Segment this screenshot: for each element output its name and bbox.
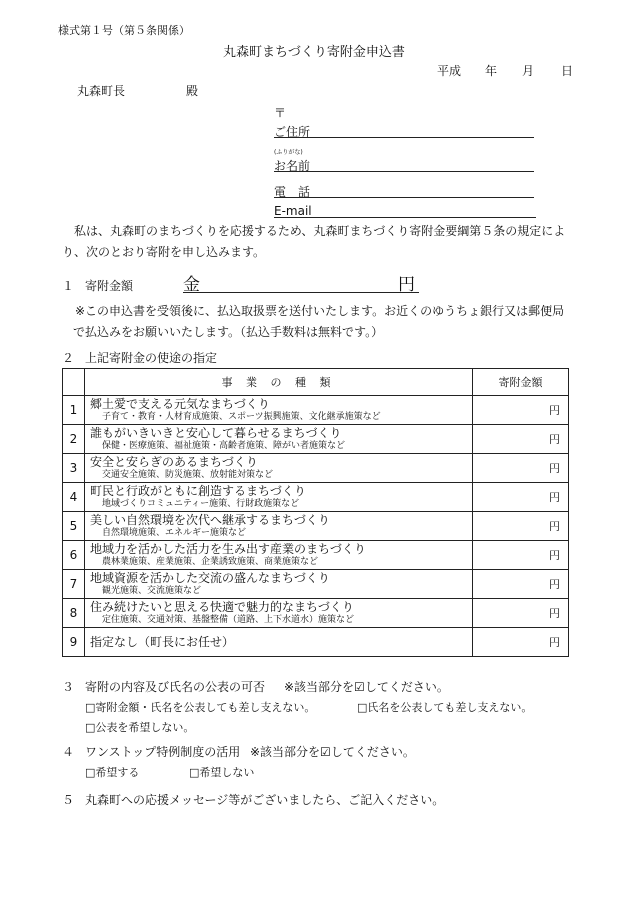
- table-row: [63, 454, 569, 483]
- onestop-yes-checkbox[interactable]: □希望する: [85, 766, 140, 779]
- row-number: 4: [63, 483, 85, 512]
- purpose-main: 地域資源を活かした交流の盛んなまちづくり: [90, 571, 330, 585]
- amount-cell[interactable]: 円: [473, 599, 569, 628]
- row-purpose: [85, 454, 473, 483]
- amount-cell[interactable]: 円: [473, 628, 569, 657]
- amount-yen: 円: [398, 275, 415, 295]
- email-line[interactable]: [274, 217, 536, 218]
- addressee-name: 丸森町長: [77, 84, 126, 98]
- intro-paragraph: 私は、丸森町のまちづくりを応援するため、丸森町まちづくり寄附金要綱第５条の規定により、次のとおり寄附を申し込みます。: [62, 224, 566, 259]
- row-purpose: [85, 541, 473, 570]
- section1-number: １: [62, 279, 75, 293]
- purpose-main: 町民と行政がともに創造するまちづくり: [90, 484, 306, 498]
- purpose-main: 地域力を活かした活力を生み出す産業のまちづくり: [90, 542, 366, 556]
- row-number: 6: [63, 541, 85, 570]
- postal-mark: 〒: [274, 106, 287, 120]
- form-label: 様式第１号（第５条関係）: [58, 24, 190, 37]
- section3-title: 寄附の内容及び氏名の公表の可否: [85, 680, 266, 694]
- purpose-sub: 観光施策、交流施策など: [102, 586, 202, 596]
- section2-number: ２: [62, 351, 75, 365]
- address-line[interactable]: [274, 137, 534, 138]
- amount-cell[interactable]: 円: [473, 396, 569, 425]
- date-month: 月: [522, 64, 535, 78]
- amount-cell[interactable]: 円: [473, 512, 569, 541]
- row-number: 3: [63, 454, 85, 483]
- section4-number: ４: [62, 745, 75, 759]
- amount-cell[interactable]: 円: [473, 541, 569, 570]
- row-purpose: [85, 396, 473, 425]
- date-day: 日: [561, 64, 574, 78]
- purpose-main: 住み続けたいと思える快適で魅力的なまちづくり: [90, 600, 354, 614]
- phone-label: 電 話: [274, 185, 311, 199]
- row-number: 7: [63, 570, 85, 599]
- purpose-sub: 農林業施策、産業施策、企業誘致施策、商業施策など: [102, 557, 319, 567]
- section5-number: ５: [62, 793, 75, 807]
- amount-cell[interactable]: 円: [473, 454, 569, 483]
- table-header-row: [63, 369, 569, 396]
- purpose-table: [62, 368, 569, 657]
- purpose-main: 美しい自然環境を次代へ継承するまちづくり: [90, 513, 330, 527]
- section5-title: 丸森町への応援メッセージ等がございましたら、ご記入ください。: [85, 793, 445, 807]
- amount-cell[interactable]: 円: [473, 483, 569, 512]
- name-label: お名前: [274, 159, 311, 173]
- row-number: 9: [63, 628, 85, 657]
- purpose-sub: 地域づくりコミュニティー施策、行財政施策など: [102, 499, 300, 509]
- addressee-honorific: 殿: [186, 84, 199, 98]
- purpose-sub: 定住施策、交通対策、基盤整備（道路、上下水道水）施策など: [102, 615, 355, 625]
- publish-name-checkbox[interactable]: □氏名を公表しても差し支えない。: [357, 701, 533, 714]
- header-amount: 寄附金額: [473, 369, 569, 396]
- amount-cell[interactable]: 円: [473, 570, 569, 599]
- purpose-sub: 自然環境施策、エネルギー施策など: [102, 528, 247, 538]
- purpose-sub: 保健・医療施策、福祉施策・高齢者施策、障がい者施策など: [102, 441, 346, 451]
- email-label: E-mail: [274, 204, 312, 218]
- section4-title: ワンストップ特例制度の活用: [85, 745, 241, 759]
- name-line[interactable]: [274, 171, 534, 172]
- amount-kin: 金: [183, 275, 200, 295]
- section2-title: 上記寄附金の使途の指定: [85, 351, 218, 365]
- no-publish-checkbox[interactable]: □公表を希望しない。: [85, 721, 195, 734]
- table-row: [63, 396, 569, 425]
- address-label: ご住所: [274, 125, 311, 139]
- row-purpose: [85, 483, 473, 512]
- section4-hint: ※該当部分を☑してください。: [250, 745, 415, 759]
- table-row: [63, 541, 569, 570]
- header-type: 事 業 の 種 類: [85, 369, 473, 396]
- row-number: 2: [63, 425, 85, 454]
- furigana-label: (ふりがな): [274, 149, 303, 156]
- row-purpose: [85, 425, 473, 454]
- purpose-sub: 子育て・教育・人材育成施策、スポーツ振興施策、文化継承施策など: [102, 412, 381, 422]
- page-title: 丸森町まちづくり寄附金申込書: [223, 45, 405, 60]
- purpose-main: 指定なし（町長にお任せ）: [90, 635, 235, 649]
- table-row: [63, 628, 569, 657]
- row-purpose: [85, 512, 473, 541]
- table-row: [63, 512, 569, 541]
- table-row: [63, 425, 569, 454]
- phone-line[interactable]: [274, 197, 534, 198]
- amount-cell[interactable]: 円: [473, 425, 569, 454]
- section1-title: 寄附金額: [85, 279, 134, 293]
- publish-all-checkbox[interactable]: □寄附金額・氏名を公表しても差し支えない。: [85, 701, 316, 714]
- purpose-main: 安全と安らぎのあるまちづくり: [90, 455, 258, 469]
- row-purpose: [85, 570, 473, 599]
- table-row: [63, 599, 569, 628]
- row-number: 1: [63, 396, 85, 425]
- table-row: [63, 570, 569, 599]
- section3-number: ３: [62, 680, 75, 694]
- date-era: 平成: [437, 64, 462, 78]
- amount-field[interactable]: [183, 292, 419, 293]
- row-purpose: [85, 599, 473, 628]
- row-number: 8: [63, 599, 85, 628]
- row-purpose: [85, 628, 473, 657]
- section1-note: ※この申込書を受領後に、払込取扱票を送付いたします。お近くのゆうちょ銀行又は郵便局で払込みをお願いいたします。（払込手数料は無料です。）: [73, 304, 565, 339]
- purpose-main: 郷土愛で支える元気なまちづくり: [90, 397, 270, 411]
- onestop-no-checkbox[interactable]: □希望しない: [189, 766, 255, 779]
- date-year: 年: [485, 64, 498, 78]
- row-number: 5: [63, 512, 85, 541]
- purpose-main: 誰もがいきいきと安心して暮らせるまちづくり: [90, 426, 342, 440]
- table-row: [63, 483, 569, 512]
- purpose-sub: 交通安全施策、防災施策、放射能対策など: [102, 470, 274, 480]
- header-num-cell: [63, 369, 85, 396]
- section3-hint: ※該当部分を☑してください。: [284, 680, 449, 694]
